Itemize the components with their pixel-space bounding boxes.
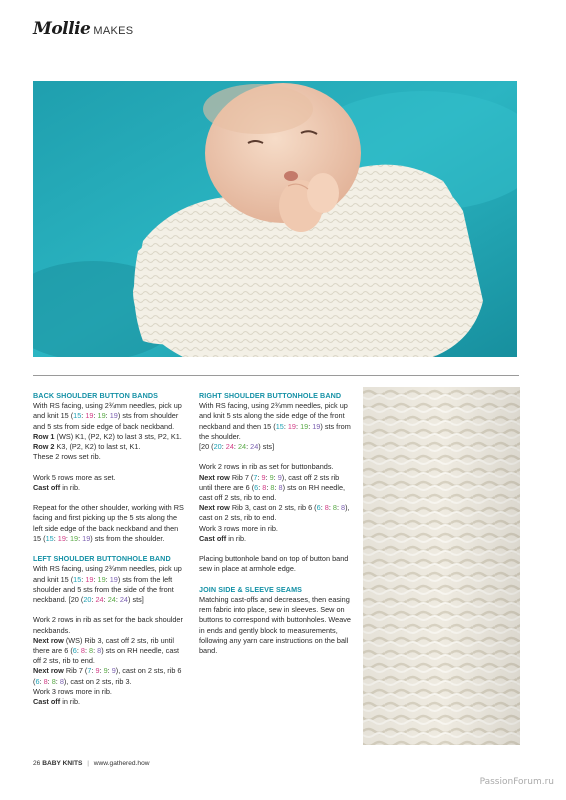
paragraph: With RS facing, using 2¾mm needles, pick up and knit 5 sts along the side edge of the front neckband and then 15 (15: 19: 19: 19) sts from the shoulder. bbox=[199, 401, 351, 441]
hero-photo bbox=[33, 81, 517, 357]
baby-photo-icon bbox=[33, 81, 517, 357]
paragraph: Work 5 rows more as set. bbox=[33, 472, 116, 482]
row-instruction: Row 1 (WS) K1, (P2, K2) to last 3 sts, P2, K1. bbox=[33, 431, 182, 441]
section-divider bbox=[33, 375, 519, 376]
footer-separator: | bbox=[87, 760, 89, 767]
heading-back-shoulder: BACK SHOULDER BUTTON BANDS bbox=[33, 391, 159, 400]
magazine-title: BABY KNITS bbox=[42, 760, 83, 767]
paragraph: With RS facing, using 2¾mm needles, pick up and knit 15 (15: 19: 19: 19) sts from shoulder and 5 sts from side edge of back neckband. bbox=[33, 401, 182, 431]
row-instruction: Next row Rib 7 (7: 9: 9: 9), cast off 2 sts rib until there are 6 (6: 8: 8: 8) sts on RH needle, cast off 2 sts, rib to end. bbox=[199, 472, 346, 503]
watermark: PassionForum.ru bbox=[479, 777, 554, 787]
heading-right-shoulder: RIGHT SHOULDER BUTTONHOLE BAND bbox=[199, 391, 342, 400]
paragraph: These 2 rows set rib. bbox=[33, 452, 101, 462]
row-instruction: Next row (WS) Rib 3, cast off 2 sts, rib until there are 6 (6: 8: 8: 8) sts on RH needle, cast off 2 sts, rib to end. bbox=[33, 635, 180, 666]
website-url: www.gathered.how bbox=[93, 760, 150, 767]
paragraph: Cast off in rib. bbox=[33, 697, 81, 707]
knit-swatch-photo bbox=[363, 387, 520, 745]
paragraph: With RS facing, using 2¾mm needles, pick up and knit 15 (15: 19: 19: 19) sts from the left shoulder and 5 sts from the side of the front neckband. [20 (20: 24: 24: 24) sts] bbox=[33, 564, 182, 605]
paragraph: Placing buttonhole band on top of button band sew in place at armhole edge. bbox=[199, 554, 349, 574]
heading-left-shoulder: LEFT SHOULDER BUTTONHOLE BAND bbox=[33, 554, 171, 564]
paragraph: Repeat for the other shoulder, working with RS facing and first picking up the 5 sts along the left side edge of the back neckband and then 15 (15: 19: 19: 19) sts from the shoulder. bbox=[33, 503, 184, 543]
paragraph: Work 3 rows more in rib. bbox=[33, 686, 112, 696]
brand-logo bbox=[33, 19, 133, 39]
paragraph: Work 2 rows in rib as set for the back shoulder neckbands. bbox=[33, 615, 183, 635]
paragraph: Matching cast-offs and decreases, then easing rem fabric into place, sew in sleeves. Sew on buttons to correspond with buttonholes. Weave in ends and gently block to measurements, following any yarn care instructions on the ball band. bbox=[199, 595, 351, 656]
paragraph: Work 3 rows more in rib. bbox=[199, 523, 278, 533]
row-instruction: Row 2 K3, (P2, K2) to last st, K1. bbox=[33, 442, 141, 452]
brand-script: Mollie bbox=[33, 19, 91, 39]
knit-texture-icon bbox=[363, 387, 520, 745]
paragraph: Cast off in rib. bbox=[33, 482, 81, 492]
instructions-column-left bbox=[33, 391, 185, 707]
paragraph: Cast off in rib. bbox=[199, 533, 247, 543]
row-instruction: Next row Rib 3, cast on 2 sts, rib 6 (6: 8: 8: 8), cast on 2 sts, rib to end. bbox=[199, 503, 350, 523]
row-instruction: Next row Rib 7 (7: 9: 9: 9), cast on 2 sts, rib 6 (6: 8: 8: 8), cast on 2 sts, rib 3. bbox=[33, 666, 182, 686]
page-footer bbox=[33, 760, 150, 767]
paragraph: Work 2 rows in rib as set for buttonbands. bbox=[199, 462, 334, 472]
paragraph: [20 (20: 24: 24: 24) sts] bbox=[199, 442, 275, 452]
brand-suffix: MAKES bbox=[93, 25, 134, 37]
page-number: 26 bbox=[33, 760, 41, 767]
heading-join-seams: JOIN SIDE & SLEEVE SEAMS bbox=[199, 584, 303, 594]
instructions-column-middle bbox=[199, 391, 351, 656]
